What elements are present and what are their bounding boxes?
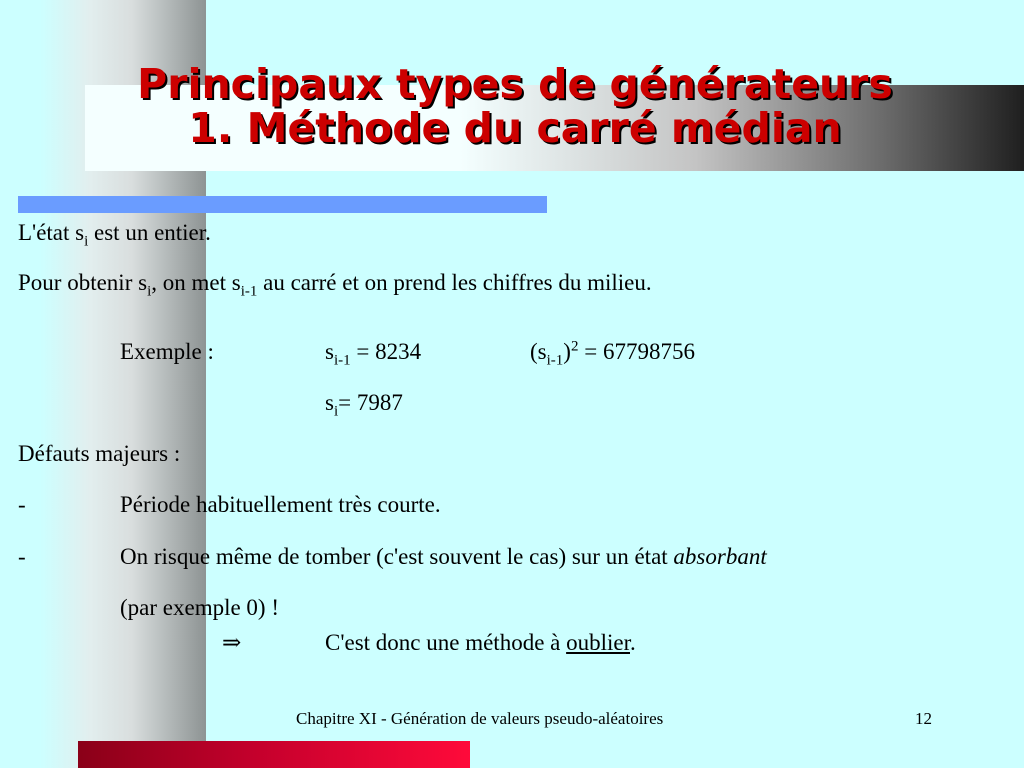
title-line-1: Principaux types de générateurs (137, 60, 893, 108)
rule-part-1: Pour obtenir s (18, 270, 148, 295)
prev-s: s (325, 339, 334, 364)
defect-2-main: On risque même de tomber (c'est souvent le cas) sur un état (120, 544, 674, 569)
rule-line (18, 270, 652, 300)
footer-chapter: Chapitre XI - Génération de valeurs pseudo-aléatoires (296, 709, 664, 728)
square-open: (s (530, 339, 547, 364)
conclusion-main: C'est donc une méthode à (325, 630, 567, 655)
slide-title (85, 62, 945, 150)
state-line (18, 220, 211, 250)
defects-heading: Défauts majeurs : (18, 441, 181, 466)
footer-page-number: 12 (915, 709, 932, 728)
example-prev-state (325, 339, 422, 369)
state-prefix: L'état s (18, 220, 85, 245)
next-value: = 7987 (338, 390, 403, 415)
next-sub: i (333, 403, 339, 420)
defect-2-bullet: - (18, 544, 26, 569)
bottom-accent-bar (78, 741, 470, 768)
title-line-2: 1. Méthode du carré médian (188, 104, 842, 152)
square-exponent: 2 (570, 338, 579, 355)
implies-arrow-icon: ⇒ (222, 630, 242, 655)
conclusion-end: . (630, 630, 636, 655)
square-close: ) (563, 339, 571, 364)
example-square (530, 338, 695, 369)
rule-part-3: au carré et on prend les chiffres du milieu. (257, 270, 652, 295)
prev-sub: i-1 (333, 352, 351, 369)
defect-1-text: Période habituellement très courte. (120, 492, 441, 517)
square-sub: i-1 (546, 352, 564, 369)
state-sub: i (84, 233, 89, 250)
example-label: Exemple : (120, 339, 214, 364)
rule-part-2: , on met s (151, 270, 241, 295)
rule-sub-2: i-1 (240, 283, 258, 300)
defect-2-italic: absorbant (673, 544, 767, 569)
conclusion-underlined: oublier (566, 630, 630, 655)
example-next-state (325, 390, 403, 420)
next-s: s (325, 390, 334, 415)
rule-sub-1: i (147, 283, 152, 300)
title-underline-bar (18, 196, 547, 213)
defect-2-continuation: (par exemple 0) ! (120, 595, 280, 620)
conclusion-text (325, 630, 636, 656)
square-value: = 67798756 (578, 339, 695, 364)
prev-value: = 8234 (350, 339, 422, 364)
defect-1-bullet: - (18, 492, 26, 517)
state-suffix: est un entier. (88, 220, 211, 245)
defect-2-text (120, 544, 767, 570)
